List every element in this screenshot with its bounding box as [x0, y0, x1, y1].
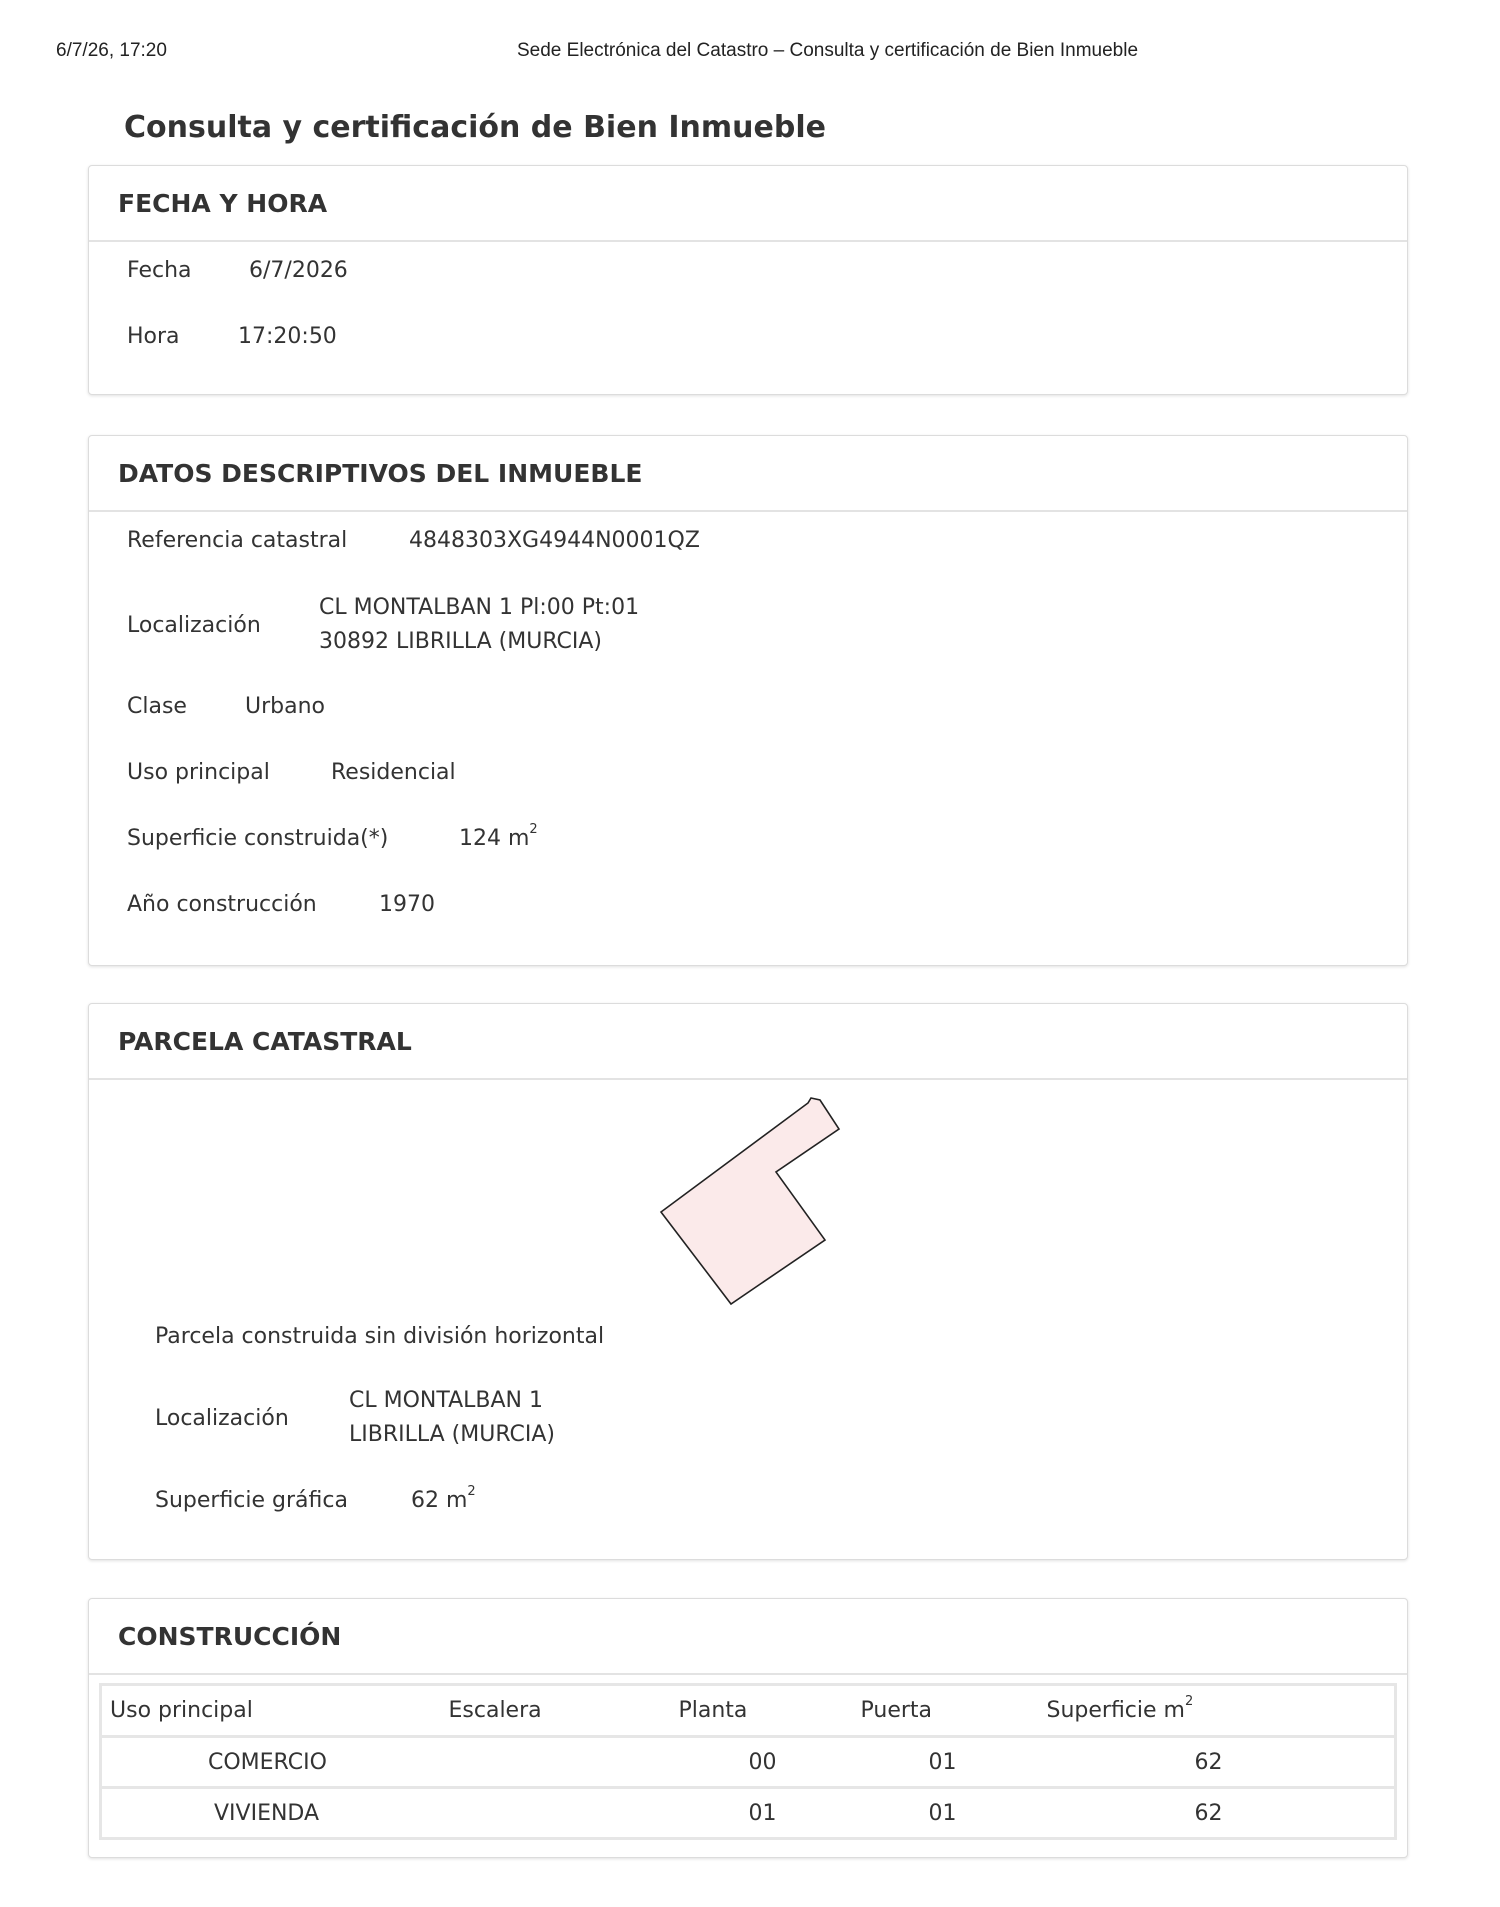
localizacion-label: Localización: [127, 613, 261, 638]
column-header-planta: Planta: [671, 1685, 853, 1737]
clase-label: Clase: [127, 694, 187, 719]
superficie-grafica-value: 62 $m^2$: [411, 1484, 476, 1513]
localizacion-line1: CL MONTALBAN 1 Pl:00 Pt:01: [319, 595, 640, 620]
cell-uso: COMERCIO: [101, 1737, 441, 1788]
construccion-heading: CONSTRUCCIÓN: [89, 1599, 1407, 1675]
parcela-localizacion-line1: CL MONTALBAN 1: [349, 1388, 543, 1413]
column-header-uso: Uso principal: [101, 1685, 441, 1737]
parcela-localizacion-line2: LIBRILLA (MURCIA): [349, 1422, 556, 1447]
referencia-value: 4848303XG4944N0001QZ: [409, 528, 700, 553]
anio-construccion-value: 1970: [379, 892, 435, 917]
localizacion-line2: 30892 LIBRILLA (MURCIA): [319, 629, 602, 654]
cell-superficie: 62: [1194, 1800, 1223, 1826]
fecha-hora-heading: FECHA Y HORA: [89, 166, 1407, 242]
parcel-map: [649, 1086, 849, 1326]
uso-principal-value: Residencial: [331, 760, 456, 785]
parcela-localizacion-label: Localización: [155, 1406, 289, 1431]
cell-uso: VIVIENDA: [214, 1800, 320, 1826]
column-header-puerta: Puerta: [853, 1685, 1039, 1737]
cell-puerta: 01: [928, 1800, 957, 1826]
datos-descriptivos-panel: [88, 435, 1408, 966]
parcela-catastral-panel: [88, 1003, 1408, 1560]
cell-escalera: [441, 1737, 671, 1788]
print-datetime: 6/7/26, 17:20: [56, 40, 167, 61]
table-row: [101, 1737, 1396, 1788]
clase-value: Urbano: [245, 694, 325, 719]
superficie-construida-value: 124 $m^2$: [459, 822, 538, 851]
cell-superficie: 62: [1039, 1737, 1396, 1788]
superficie-grafica-label: Superficie gráfica: [155, 1488, 348, 1513]
cell-puerta: 01: [853, 1737, 1039, 1788]
construccion-table: [99, 1683, 1397, 1840]
parcel-shape: [661, 1098, 839, 1304]
page-title: Consulta y certificación de Bien Inmueble: [124, 110, 826, 145]
table-header-row: [101, 1685, 1396, 1737]
cell-planta: 01: [748, 1800, 777, 1826]
table-row: [101, 1788, 1396, 1839]
anio-construccion-label: Año construcción: [127, 892, 317, 917]
fecha-hora-panel: [88, 165, 1408, 395]
construccion-panel: [88, 1598, 1408, 1858]
hora-value: 17:20:50: [238, 324, 337, 349]
parcela-catastral-heading: PARCELA CATASTRAL: [89, 1004, 1407, 1080]
hora-label: Hora: [127, 324, 180, 349]
cell-escalera: [441, 1788, 671, 1839]
uso-principal-label: Uso principal: [127, 760, 270, 785]
column-header-superficie: Superficie $m^2$: [1039, 1685, 1396, 1737]
parcela-descripcion: Parcela construida sin división horizontal: [155, 1324, 605, 1349]
datos-descriptivos-heading: DATOS DESCRIPTIVOS DEL INMUEBLE: [89, 436, 1407, 512]
print-page-title: Sede Electrónica del Catastro – Consulta y certificación de Bien Inmueble: [517, 40, 1139, 61]
column-header-escalera: Escalera: [441, 1685, 671, 1737]
fecha-label: Fecha: [127, 258, 192, 283]
superficie-construida-label: Superficie construida(*): [127, 826, 389, 851]
cell-planta: 00: [671, 1737, 853, 1788]
referencia-label: Referencia catastral: [127, 528, 348, 553]
fecha-value: 6/7/2026: [249, 258, 348, 283]
